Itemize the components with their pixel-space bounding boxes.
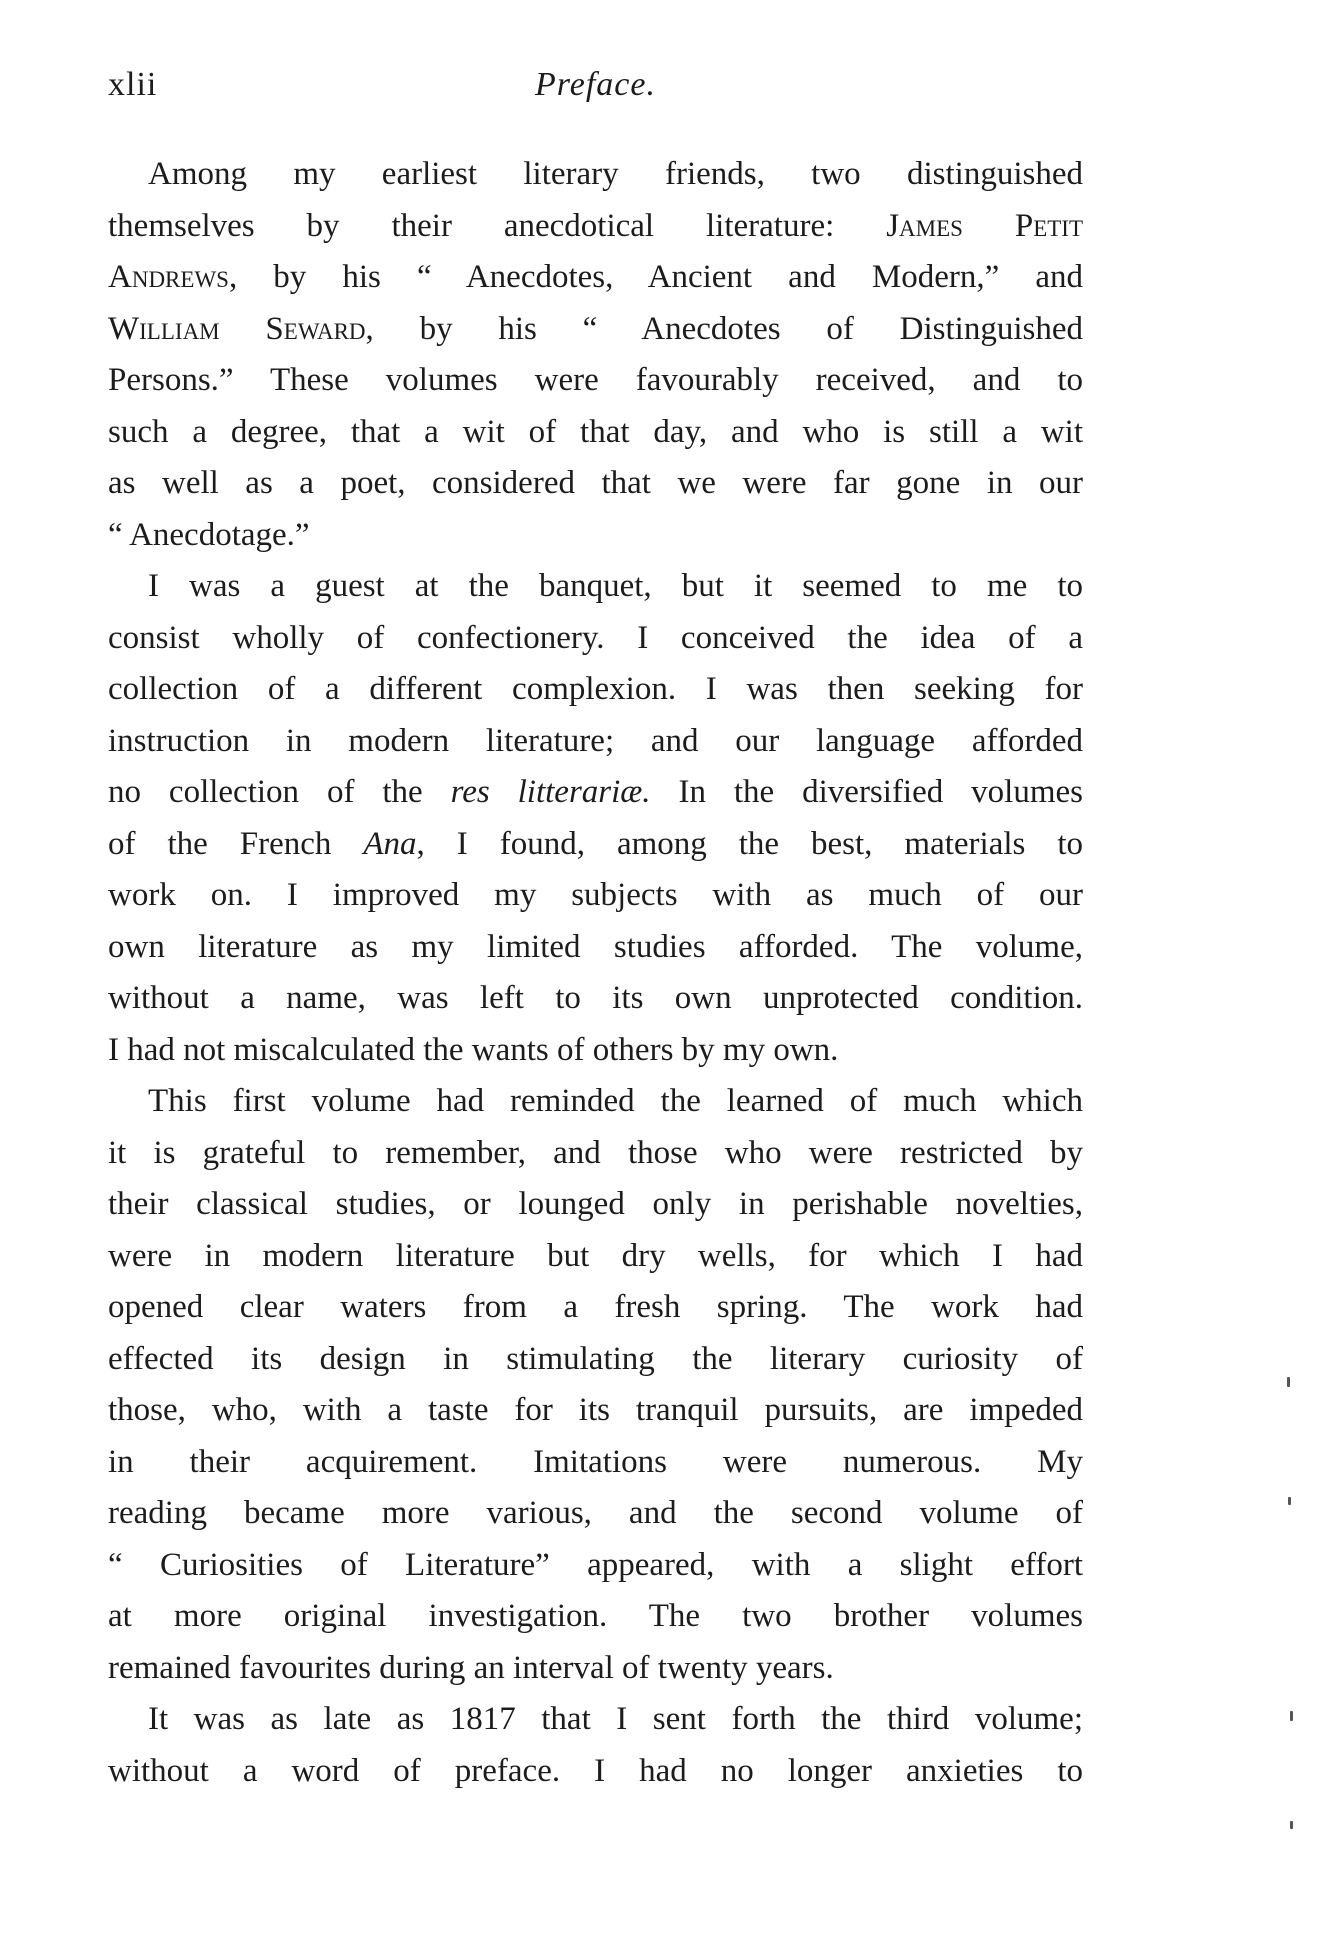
text-run: reading became more various, and the second volume of: [108, 1495, 1083, 1531]
text-run: In the diversified volumes: [650, 774, 1083, 810]
text-run: This first volume had reminded the learned of much which: [148, 1083, 1083, 1119]
text-line: [108, 1746, 1083, 1798]
text-run: effected its design in stimulating the literary curiosity of: [108, 1340, 1083, 1377]
paragraph: [108, 561, 1083, 1076]
scan-speck: [1287, 1377, 1290, 1387]
text-run: remained favourites during an interval of twenty years.: [108, 1649, 834, 1686]
text-line: [108, 1334, 1083, 1386]
paragraph: [108, 149, 1083, 561]
text-line: [108, 1694, 1083, 1746]
text-run: own literature as my limited studies afforded. The volume,: [108, 928, 1083, 965]
text-run: opened clear waters from a fresh spring. The work had: [108, 1289, 1083, 1325]
text-line: [108, 1179, 1083, 1231]
text-run: I had not miscalculated the wants of others by my own.: [108, 1031, 839, 1068]
text-line: [108, 1385, 1083, 1437]
text-run: those, who, with a taste for its tranquil pursuits, are impeded: [108, 1392, 1083, 1428]
text-line: [108, 1540, 1083, 1592]
text-run: themselves by their anecdotical literature:: [108, 207, 887, 244]
text-line: [108, 1025, 1083, 1077]
text-line: [108, 510, 1083, 562]
text-line: [108, 304, 1083, 356]
text-line: [108, 1282, 1083, 1334]
text-run: “ Curiosities of Literature” appeared, with a slight effort: [108, 1546, 1083, 1583]
text-run: of the French: [108, 825, 364, 862]
text-run: without a word of preface. I had no longer anxieties to: [108, 1752, 1083, 1789]
text-run: Ana: [363, 825, 417, 862]
text-run: work on. I improved my subjects with as much of our: [108, 877, 1083, 913]
text-line: [108, 664, 1083, 716]
text-run: , by his “ Anecdotes of Distinguished: [365, 310, 1083, 347]
text-line: [108, 613, 1083, 665]
page-number: xlii: [108, 66, 158, 103]
text-run: “ Anecdotage.”: [108, 516, 310, 553]
paragraph: [108, 1076, 1083, 1694]
text-run: in their acquirement. Imitations were numerous. My: [108, 1443, 1083, 1480]
text-run: Among my earliest literary friends, two distinguished: [148, 156, 1083, 192]
text-line: [108, 458, 1083, 510]
text-line: [108, 1128, 1083, 1180]
text-run: It was as late as 1817 that I sent forth the third volume;: [148, 1701, 1083, 1737]
text-line: [108, 1591, 1083, 1643]
text-line: [108, 1488, 1083, 1540]
text-line: [108, 1437, 1083, 1489]
text-line: [108, 870, 1083, 922]
text-line: [108, 355, 1083, 407]
text-run: as well as a poet, considered that we were far gone in our: [108, 465, 1083, 501]
text-line: [108, 716, 1083, 768]
text-run: , I found, among the best, materials to: [416, 825, 1083, 862]
text-run: without a name, was left to its own unprotected condition.: [108, 980, 1083, 1016]
text-run: no collection of the: [108, 774, 451, 810]
text-line: [108, 1076, 1083, 1128]
text-run: instruction in modern literature; and our language afforded: [108, 722, 1083, 759]
text-line: [108, 767, 1083, 819]
text-run: were in modern literature but dry wells, for which I had: [108, 1237, 1083, 1274]
text-run: , by his “ Anecdotes, Ancient and Modern,” and: [228, 259, 1083, 295]
text-run: Andrews: [108, 259, 229, 295]
scan-speck: [1288, 1497, 1291, 1505]
text-run: res litterariæ.: [450, 774, 651, 810]
text-run: it is grateful to remember, and those who were restricted by: [108, 1134, 1083, 1171]
text-line: [108, 561, 1083, 613]
text-line: [108, 201, 1083, 253]
text-run: collection of a different complexion. I was then seeking for: [108, 671, 1083, 707]
scan-speck: [1290, 1821, 1293, 1829]
text-line: [108, 922, 1083, 974]
text-run: their classical studies, or lounged only in perishable novelties,: [108, 1186, 1083, 1222]
text-line: [108, 973, 1083, 1025]
paragraph: [108, 1694, 1083, 1797]
body-text: [108, 149, 1083, 1797]
text-run: I was a guest at the banquet, but it seemed to me to: [148, 568, 1083, 604]
page-header: [108, 66, 1083, 116]
text-line: [108, 1231, 1083, 1283]
text-run: consist wholly of confectionery. I conceived the idea of a: [108, 619, 1083, 656]
text-run: at more original investigation. The two brother volumes: [108, 1598, 1083, 1634]
text-line: [108, 149, 1083, 201]
text-run: William Seward: [108, 310, 366, 347]
text-line: [108, 407, 1083, 459]
text-line: [108, 252, 1083, 304]
text-run: James Petit: [886, 207, 1084, 244]
text-line: [108, 1643, 1083, 1695]
text-run: Persons.” These volumes were favourably received, and to: [108, 362, 1083, 398]
running-title: Preface.: [535, 66, 656, 103]
text-run: such a degree, that a wit of that day, and who is still a wit: [108, 413, 1083, 450]
scan-speck: [1290, 1711, 1293, 1721]
text-line: [108, 819, 1083, 871]
